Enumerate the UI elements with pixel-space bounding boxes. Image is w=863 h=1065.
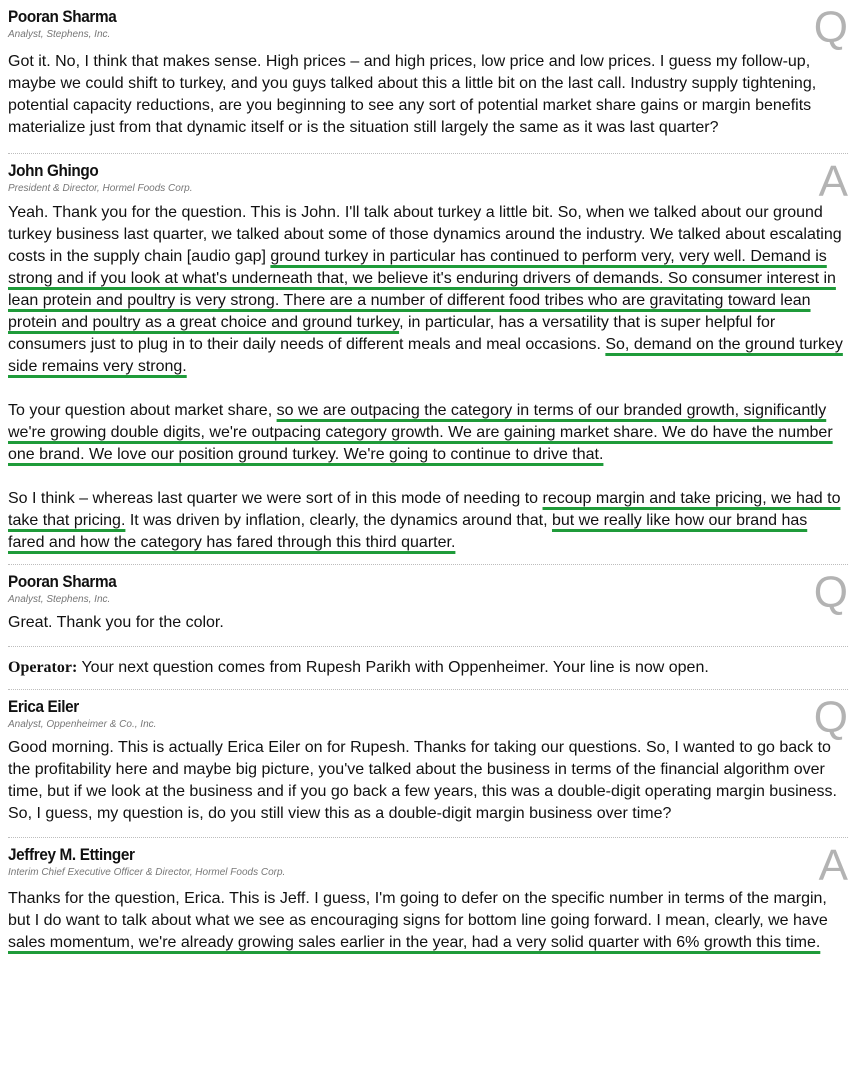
text-run: Yeah. Thank you for the question. This is John. I'll talk about turkey a little bit. So, when we talked about our ground turkey business last quarter, we talked about some of those dynamics around the industry. We talked about escalating costs in the supply chain [audio gap] <box>8 204 842 265</box>
paragraph: Good morning. This is actually Erica Eiler on for Rupesh. Thanks for taking our questions. So, I wanted to go back to the profitability here and maybe big picture, you've talked about the business in terms of the financial algorithm over time, but if we look at the business and if you go back a few years, this was a double-digit operating margin business. So, I guess, my question is, do you still view this as a double-digit margin business over time? <box>8 739 837 822</box>
divider <box>8 646 848 647</box>
text-run: To your question about market share, <box>8 402 277 419</box>
divider <box>8 564 848 565</box>
highlighted-text: but we really like how our brand has fared and how the category has fared through this third quarter. <box>8 512 808 551</box>
text-run: So I think – whereas last quarter we were sort of in this mode of needing to <box>8 490 543 507</box>
speaker-title: President & Director, Hormel Foods Corp. <box>8 183 193 194</box>
paragraph: Got it. No, I think that makes sense. High prices – and high prices, low price and low prices. I guess my follow-up, maybe we could shift to turkey, and you guys talked about this a little bit on the last call. Industry supply tightening, potential capacity reductions, are you beginning to see any sort of potential market share gains or margin benefits materialize just from that dynamic itself or is the situation still largely the same as it was last quarter? <box>8 53 817 136</box>
divider <box>8 153 848 154</box>
paragraph <box>8 202 848 378</box>
question-marker: Q <box>813 3 848 52</box>
speaker-title: Analyst, Oppenheimer & Co., Inc. <box>8 719 157 730</box>
paragraph <box>8 400 848 466</box>
question-marker: Q <box>813 693 848 742</box>
highlighted-text: recoup margin and take pricing, we had to take that pricing. <box>8 490 841 529</box>
highlighted-text: ground turkey in particular has continued to perform very, very well. Demand is strong and if you look at what's underneath that, we believe it's enduring drivers of demands. So consumer interest in lean protein and poultry is very strong. There are a number of different food tribes who are gravitating toward lean protein and poultry as a great choice and ground turkey <box>8 248 836 331</box>
paragraph <box>8 888 848 954</box>
answer-marker: A <box>818 157 848 206</box>
text-run: Thanks for the question, Erica. This is Jeff. I guess, I'm going to defer on the specific number in terms of the margin, but I do want to talk about what we see as encouraging signs for bottom line going forward. I mean, clearly, we have <box>8 890 828 929</box>
speaker-name: Jeffrey M. Ettinger <box>8 845 135 864</box>
speaker-block-jeffrey <box>8 841 848 954</box>
speaker-name: John Ghingo <box>8 161 99 180</box>
speaker-name: Pooran Sharma <box>8 572 117 591</box>
speaker-title: Analyst, Stephens, Inc. <box>8 594 111 605</box>
paragraph <box>8 488 848 554</box>
highlighted-text: So, demand on the ground turkey side remains very strong. <box>8 336 843 375</box>
text-run: It was driven by inflation, clearly, the dynamics around that, <box>125 512 552 529</box>
speaker-title: Analyst, Stephens, Inc. <box>8 29 111 40</box>
speaker-block-pooran-1 <box>8 3 848 139</box>
speaker-name: Pooran Sharma <box>8 7 117 26</box>
speaker-block-john <box>8 157 848 554</box>
paragraph: Great. Thank you for the color. <box>8 614 224 631</box>
operator-label: Operator: <box>8 659 78 676</box>
highlighted-text: so we are outpacing the category in terms of our branded growth, significantly we're growing double digits, we're outpacing category growth. We are gaining market share. We do have the number one brand. We love our position ground turkey. We're going to continue to drive that. <box>8 402 833 463</box>
speaker-block-erica <box>8 693 848 825</box>
divider <box>8 837 848 838</box>
speaker-title: Interim Chief Executive Officer & Director, Hormel Foods Corp. <box>8 867 286 878</box>
divider <box>8 689 848 690</box>
transcript-page <box>8 3 848 954</box>
highlighted-text: sales momentum, we're already growing sales earlier in the year, had a very solid quarter with 6% growth this time. <box>8 934 821 951</box>
operator-line <box>8 657 848 679</box>
question-marker: Q <box>813 568 848 617</box>
answer-marker: A <box>818 841 848 890</box>
speaker-name: Erica Eiler <box>8 697 79 716</box>
speaker-block-pooran-2 <box>8 568 848 634</box>
operator-text: Your next question comes from Rupesh Parikh with Oppenheimer. Your line is now open. <box>77 659 709 676</box>
text-run: , in particular, has a versatility that is super helpful for consumers just to plug in to their daily needs of different meals and meal occasions. <box>8 314 776 353</box>
